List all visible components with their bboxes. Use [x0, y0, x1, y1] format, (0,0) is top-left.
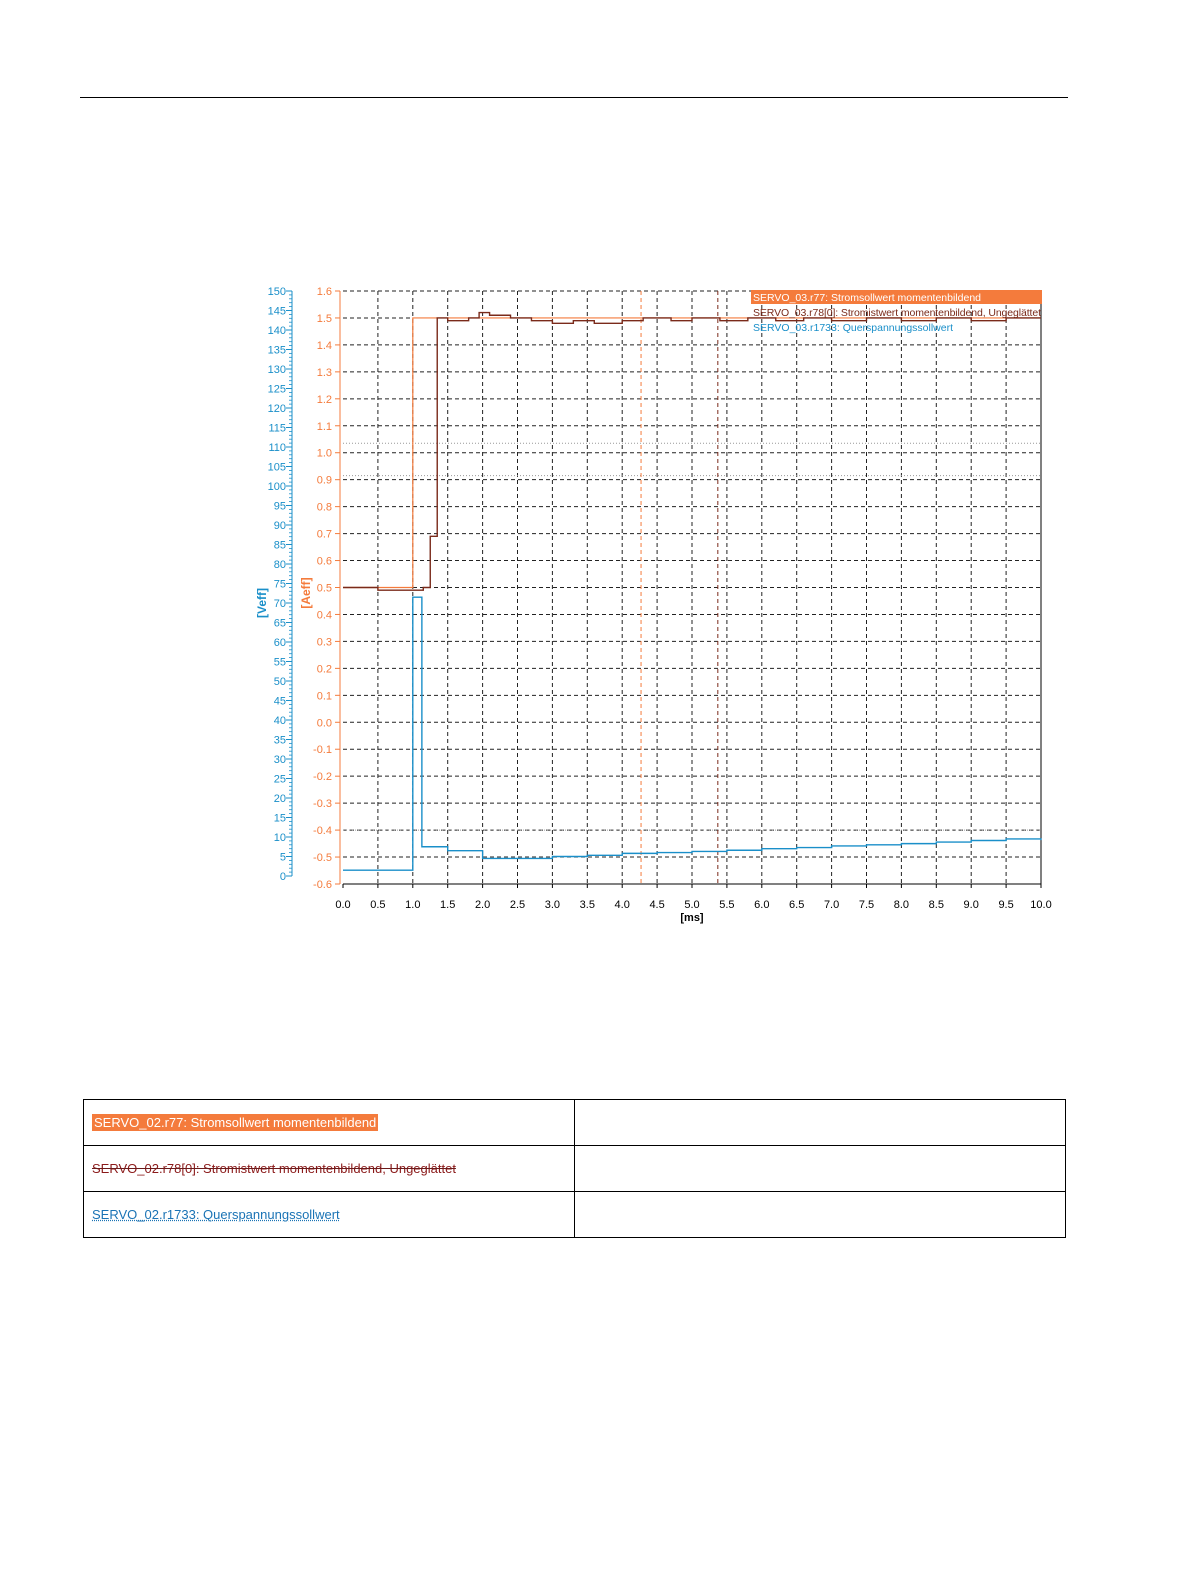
x-tick-label: 8.5: [928, 899, 944, 911]
veff-tick-label: 115: [268, 422, 286, 435]
veff-tick-label: 105: [267, 461, 286, 474]
veff-tick-label: 120: [267, 403, 286, 415]
veff-tick-label: 25: [273, 773, 286, 786]
veff-tick-label: 95: [273, 500, 286, 513]
veff-tick-label: 35: [273, 734, 286, 747]
x-tick-label: 10.0: [1030, 899, 1052, 911]
description-cell: [575, 1100, 1066, 1146]
aeff-tick-label: -0.1: [313, 744, 332, 757]
signal-label-setpoint: SERVO_02.r77: Stromsollwert momentenbildend: [94, 1115, 377, 1130]
aeff-tick-label: 0.4: [316, 609, 332, 622]
x-tick-label: 2.5: [509, 899, 526, 911]
aeff-tick-label: 1.6: [316, 286, 332, 298]
aeff-tick-label: 0.5: [316, 582, 332, 595]
veff-tick-label: 70: [273, 598, 286, 610]
veff-tick-label: 15: [273, 812, 286, 825]
veff-tick-label: 110: [268, 442, 286, 454]
aeff-tick-label: -0.4: [313, 825, 332, 838]
x-tick-label: 4.5: [649, 899, 665, 911]
table-row: [84, 1146, 1066, 1192]
x-tick-label: 5.5: [719, 899, 735, 911]
veff-tick-label: 90: [273, 520, 286, 532]
x-tick-label: 1.0: [405, 899, 421, 911]
x-tick-label: 1.5: [440, 899, 456, 911]
aeff-tick-label: 0.9: [316, 474, 332, 487]
aeff-axis-label: [Aeff]: [299, 577, 313, 609]
aeff-tick-label: 0.2: [316, 663, 332, 676]
veff-tick-label: 10: [273, 832, 286, 844]
aeff-tick-label: 0.0: [316, 717, 332, 730]
veff-tick-label: 45: [273, 695, 286, 708]
aeff-tick-label: 0.1: [316, 690, 332, 703]
description-cell: [575, 1192, 1066, 1238]
veff-tick-label: 125: [267, 383, 286, 396]
veff-tick-label: 85: [273, 539, 286, 552]
aeff-tick-label: 0.8: [316, 501, 332, 514]
x-tick-label: 0.0: [335, 899, 351, 911]
aeff-tick-label: 1.2: [316, 393, 332, 406]
veff-tick-label: 50: [273, 676, 286, 688]
aeff-tick-label: 1.3: [316, 366, 332, 379]
aeff-tick-label: -0.5: [313, 852, 332, 865]
veff-tick-label: 60: [273, 637, 286, 649]
aeff-tick-label: 1.5: [316, 312, 332, 325]
aeff-tick-label: 1.4: [316, 339, 332, 352]
veff-tick-label: 55: [273, 656, 286, 669]
aeff-tick-label: 0.6: [316, 555, 332, 568]
grid: [343, 291, 1041, 884]
veff-tick-label: 65: [273, 617, 286, 630]
x-tick-label: 3.0: [544, 899, 561, 911]
veff-tick-label: 150: [267, 286, 286, 298]
x-tick-label: 9.5: [998, 899, 1014, 911]
description-cell: [575, 1146, 1066, 1192]
x-tick-label: 0.5: [370, 899, 386, 911]
aeff-tick-label: -0.2: [313, 771, 332, 784]
veff-tick-label: 135: [267, 344, 286, 357]
veff-tick-label: 100: [267, 481, 286, 493]
x-tick-label: 5.0: [684, 899, 700, 911]
legend-entry-1: SERVO_03.r77: Stromsollwert momentenbildend: [753, 292, 982, 304]
aeff-tick-label: 0.3: [316, 636, 332, 649]
x-tick-label: 6.5: [789, 899, 805, 911]
aeff-tick-label: 1.0: [316, 447, 332, 460]
signal-label-actual: SERVO_02.r78[0]: Stromistwert momentenbildend, Ungeglättet: [92, 1161, 456, 1176]
aeff-tick-label: 0.7: [316, 528, 332, 541]
x-tick-label: 9.0: [963, 899, 979, 911]
x-tick-label: 2.0: [474, 899, 491, 911]
x-tick-label: 6.0: [754, 899, 770, 911]
signal-cell: [84, 1146, 575, 1192]
aeff-tick-label: 1.1: [316, 420, 332, 433]
x-tick-label: 4.0: [614, 899, 630, 911]
veff-tick-label: 20: [273, 793, 286, 805]
signal-label-voltage: SERVO_02.r1733: Querspannungssollwert: [92, 1207, 340, 1222]
veff-tick-label: 5: [279, 851, 286, 864]
signal-cell: [84, 1100, 575, 1146]
x-tick-label: 8.0: [893, 899, 910, 911]
legend-entry-3: SERVO_03.r1733: Querspannungssollwert: [753, 322, 954, 334]
aeff-tick-label: -0.6: [313, 879, 332, 891]
legend: [751, 290, 1042, 334]
veff-axis-label: [Veff]: [255, 588, 269, 618]
aeff-tick-label: -0.3: [313, 798, 332, 811]
veff-tick-label: 75: [273, 578, 286, 591]
veff-tick-label: 140: [267, 325, 286, 337]
axes: [255, 286, 1052, 924]
x-tick-label: 3.5: [579, 899, 595, 911]
veff-tick-label: 130: [267, 364, 286, 376]
veff-tick-label: 40: [273, 715, 286, 727]
veff-tick-label: 145: [267, 305, 286, 318]
veff-tick-label: 0: [279, 871, 286, 883]
x-tick-label: 7.5: [858, 899, 875, 911]
x-tick-label: 7.0: [823, 899, 840, 911]
table-row: [84, 1192, 1066, 1238]
signal-cell: [84, 1192, 575, 1238]
table-row: [84, 1100, 1066, 1146]
legend-entry-2: SERVO_03.r78[0]: Stromistwert momentenbildend, Ungeglättet: [753, 307, 1041, 319]
veff-tick-label: 80: [273, 559, 286, 571]
x-axis-label: [ms]: [680, 912, 704, 924]
veff-tick-label: 30: [273, 754, 286, 766]
signal-table: [83, 1099, 1066, 1238]
